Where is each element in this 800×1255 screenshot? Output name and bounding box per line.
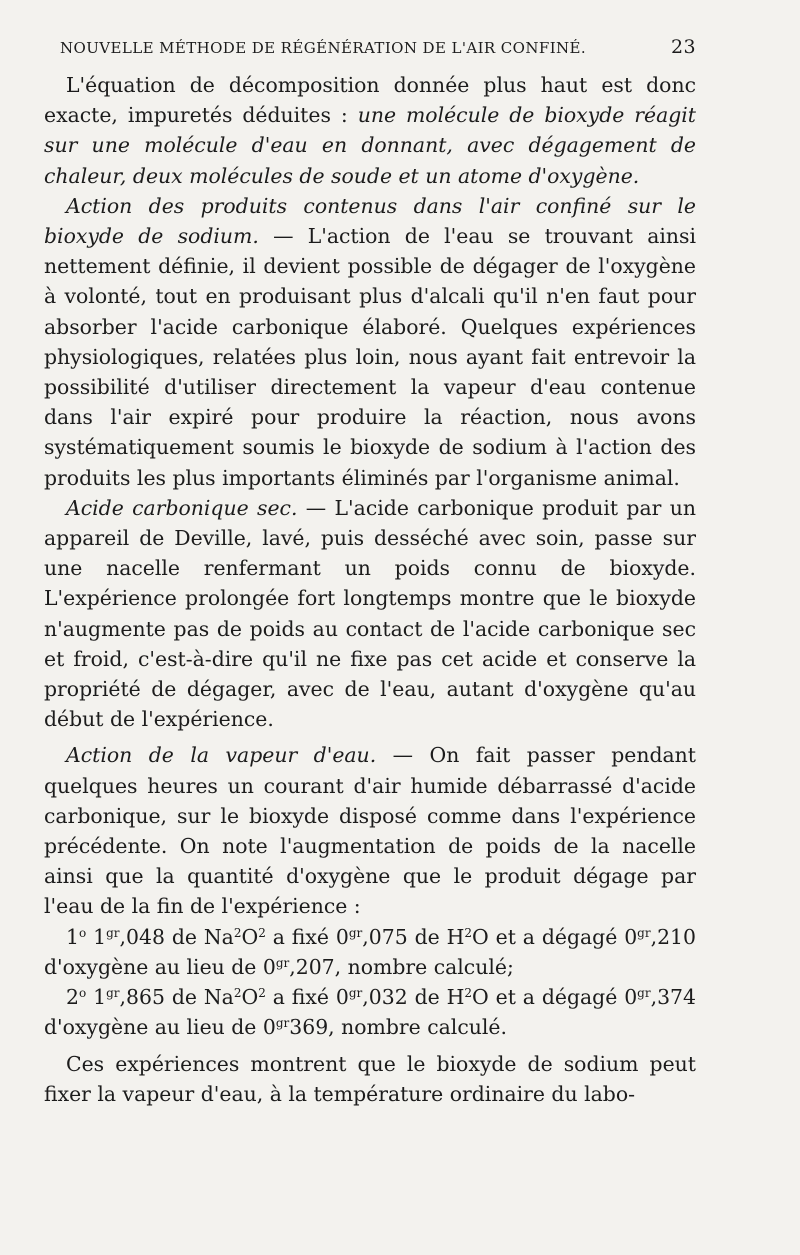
page-body: [44, 70, 696, 1109]
running-title: NOUVELLE MÉTHODE DE RÉGÉNÉRATION DE L'AIR CONFINÉ.: [60, 39, 587, 57]
section-title-confined-air: Action des produits contenus dans l'air confiné sur le bioxyde de sodium.: [44, 193, 696, 249]
italic-statement: une molécule de bioxyde réagit sur une molécule d'eau en donnant, avec dégagement de chaleur, deux molécules de soude et un atome d'oxygène.: [44, 103, 696, 188]
section-title-water-vapour: Action de la vapeur d'eau.: [66, 743, 377, 768]
paragraph-equation: [44, 70, 696, 191]
paragraph-text: Ces expériences montrent que le bioxyde de sodium peut fixer la vapeur d'eau, à la température ordinaire du labo-: [44, 1051, 696, 1106]
section-title-dry-carbonic-acid: Acide carbonique sec.: [66, 495, 298, 520]
paragraph-text: — L'acide carbonique produit par un appareil de Deville, lavé, puis desséché avec soin, passe sur une nacelle renfermant un poids connu de bioxyde. L'expérience prolongée fort longtemps montre que le bioxyde n'augmente pas de poids au contact de l'acide carbonique sec et froid, c'est-à-dire qu'il ne fixe pas cet acide et conserve la propriété de dégager, avec de l'eau, autant d'oxygène qu'au début de l'expérience.: [44, 495, 696, 732]
paragraph-water-vapour: [44, 740, 696, 921]
page-number: 23: [671, 36, 696, 58]
experiment-item-1: 1$^o$ $1^{gr},048$ de $Na^2O^2$ a fixé $0^{gr},075$ de $H^2O$ et a dégagé $0^{gr},210$ d'oxygène au lieu de $0^{gr},207$, nombre calculé;: [44, 924, 696, 979]
paragraph-text: L'équation de décomposition donnée plus haut est donc exacte, impuretés déduites :: [44, 73, 696, 128]
paragraph-dry-carbonic-acid: [44, 493, 696, 735]
experiment-item-2: 2$^o$ $1^{gr},865$ de $Na^2O^2$ a fixé $0^{gr},032$ de $H^2O$ et a dégagé $0^{gr},374$ d'oxygène au lieu de $0^{gr}369$, nombre calculé.: [44, 985, 696, 1040]
running-header: [60, 36, 696, 58]
paragraph-text: — L'action de l'eau se trouvant ainsi nettement définie, il devient possible de dégager de l'oxygène à volonté, tout en produisant plus d'alcali qu'il n'en faut pour absorber l'acide carbonique élaboré. Quelques expériences physiologiques, relatées plus loin, nous ayant fait entrevoir la possibilité d'utiliser directement la vapeur d'eau contenue dans l'air expiré pour produire la réaction, nous avons systématiquement soumis le bioxyde de sodium à l'action des produits les plus importants éliminés par l'organisme animal.: [44, 224, 696, 490]
paragraph-text: — On fait passer pendant quelques heures un courant d'air humide débarrassé d'acide carbonique, sur le bioxyde disposé comme dans l'expérience précédente. On note l'augmentation de poids de la nacelle ainsi que la quantité d'oxygène que le produit dégage par l'eau de la fin de l'expérience :: [44, 743, 697, 919]
paragraph-conclusion: [44, 1049, 696, 1109]
paragraph-confined-air: [44, 191, 696, 493]
